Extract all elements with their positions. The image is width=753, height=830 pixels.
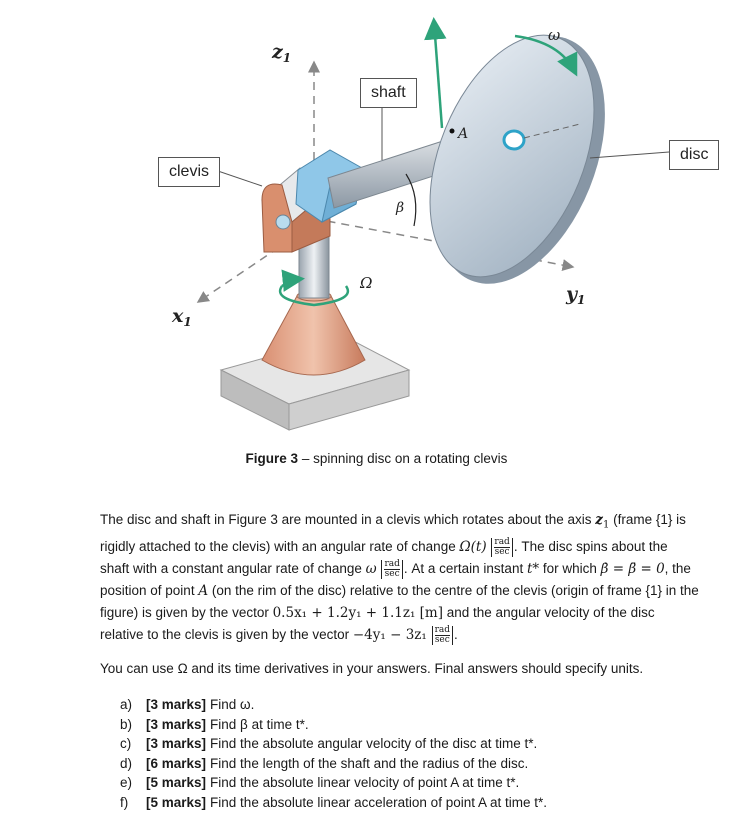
beta-label: β <box>396 200 405 216</box>
problem-paragraph: The disc and shaft in Figure 3 are mounted in a clevis which rotates about the axis $z_1$ (frame {1} is rigidly attached to the clevis) with an angular rate of change Ω(t) $\frac{\text{rad}}{\sec}$ . The disc spins about the shaft with a constant angular rate of change ω $\frac{\text{rad}}{\sec}$ . At a certain instant t* for which β̇ = β̈ = 0, the position of point A (on the rim of the disc) relative to the centre of the clevis (origin of frame {1} in the figure) is given by the vector 0.5x₁ + 1.2y₁ + 1.1z₁ [m] and the angular velocity of the disc relative to the clevis is given by the vector −4y₁ − 3z₁ $\frac{\text{rad}}{\sec}$ . <box>100 512 699 645</box>
list-item: c) [3 marks] Find the absolute angular velocity of the disc at time t*. <box>120 736 538 751</box>
para-text: , the position of point <box>100 560 691 598</box>
point-a-label: A <box>458 126 469 142</box>
shaft-callout: shaft <box>360 78 417 108</box>
x1-label: $x_1$ <box>172 305 192 329</box>
omega-label: ω <box>548 26 561 44</box>
math-omega: ω <box>365 560 377 577</box>
question-list <box>120 695 547 812</box>
list-item: d) [6 marks] Find the length of the shaft and the radius of the disc. <box>120 755 529 771</box>
list-item: e) [5 marks] Find the absolute linear velocity of point A at time t*. <box>120 775 520 790</box>
answer-note: You can use Ω and its time derivatives in your answers. Final answers should specify units. <box>100 661 644 676</box>
para-text: (frame {1} is rigidly attached to the clevis) with an angular rate of change <box>100 512 686 554</box>
velocity-arrow-a <box>434 22 442 128</box>
unit-rad-sec: $\frac{\text{rad}}{\sec}$ <box>381 560 402 579</box>
unit-rad-sec: $\frac{\text{rad}}{\sec}$ <box>432 626 453 645</box>
para-text: (on the rim of the disc) relative to the centre of the clevis (origin of frame {1} in the figure) is given by the vector <box>100 582 699 620</box>
point-a-dot <box>450 129 455 134</box>
para-text: . The disc spins about the shaft with a constant angular rate of change <box>100 538 668 576</box>
para-text: for which <box>539 560 601 576</box>
math-vec-angular: −4y₁ − 3z₁ <box>352 626 427 643</box>
para-text: and the angular velocity of the disc relative to the clevis is given by the vector <box>100 604 655 642</box>
cone-support <box>262 291 365 375</box>
math-a: A <box>198 582 209 599</box>
list-item: a) [3 marks] Find ω. <box>120 697 255 712</box>
y1-label: $y_1$ <box>566 283 586 307</box>
para-text: . At a certain instant <box>403 560 527 576</box>
math-omega-t: Ω(t) <box>459 538 487 555</box>
figure-caption <box>0 451 753 466</box>
disc-leader <box>590 152 669 158</box>
math-z1: z <box>595 512 603 528</box>
list-item: f) [5 marks] Find the absolute linear acceleration of point A at time t*. <box>120 794 547 810</box>
math-vec-position: 0.5x₁ + 1.2y₁ + 1.1z₁ [m] <box>272 604 444 621</box>
unit-rad-sec: $\frac{\text{rad}}{\sec}$ <box>491 538 512 557</box>
caption-bold: Figure 3 <box>245 451 299 466</box>
para-text: The disc and shaft in Figure 3 are mounted in a clevis which rotates about the axis <box>100 512 596 527</box>
disc-callout: disc <box>669 140 719 170</box>
big-omega-label: Ω <box>360 274 373 292</box>
math-beta-cond: β̇ = β̈ = 0 <box>600 560 665 577</box>
math-sub: 1 <box>602 519 610 531</box>
caption-text: – spinning disc on a rotating clevis <box>298 451 508 466</box>
z1-label: $z_1$ <box>272 41 292 65</box>
math-tstar: t* <box>526 560 540 577</box>
list-item: b) [3 marks] Find β at time t*. <box>120 716 309 732</box>
clevis-leader <box>215 170 262 186</box>
clevis-callout: clevis <box>158 157 220 187</box>
